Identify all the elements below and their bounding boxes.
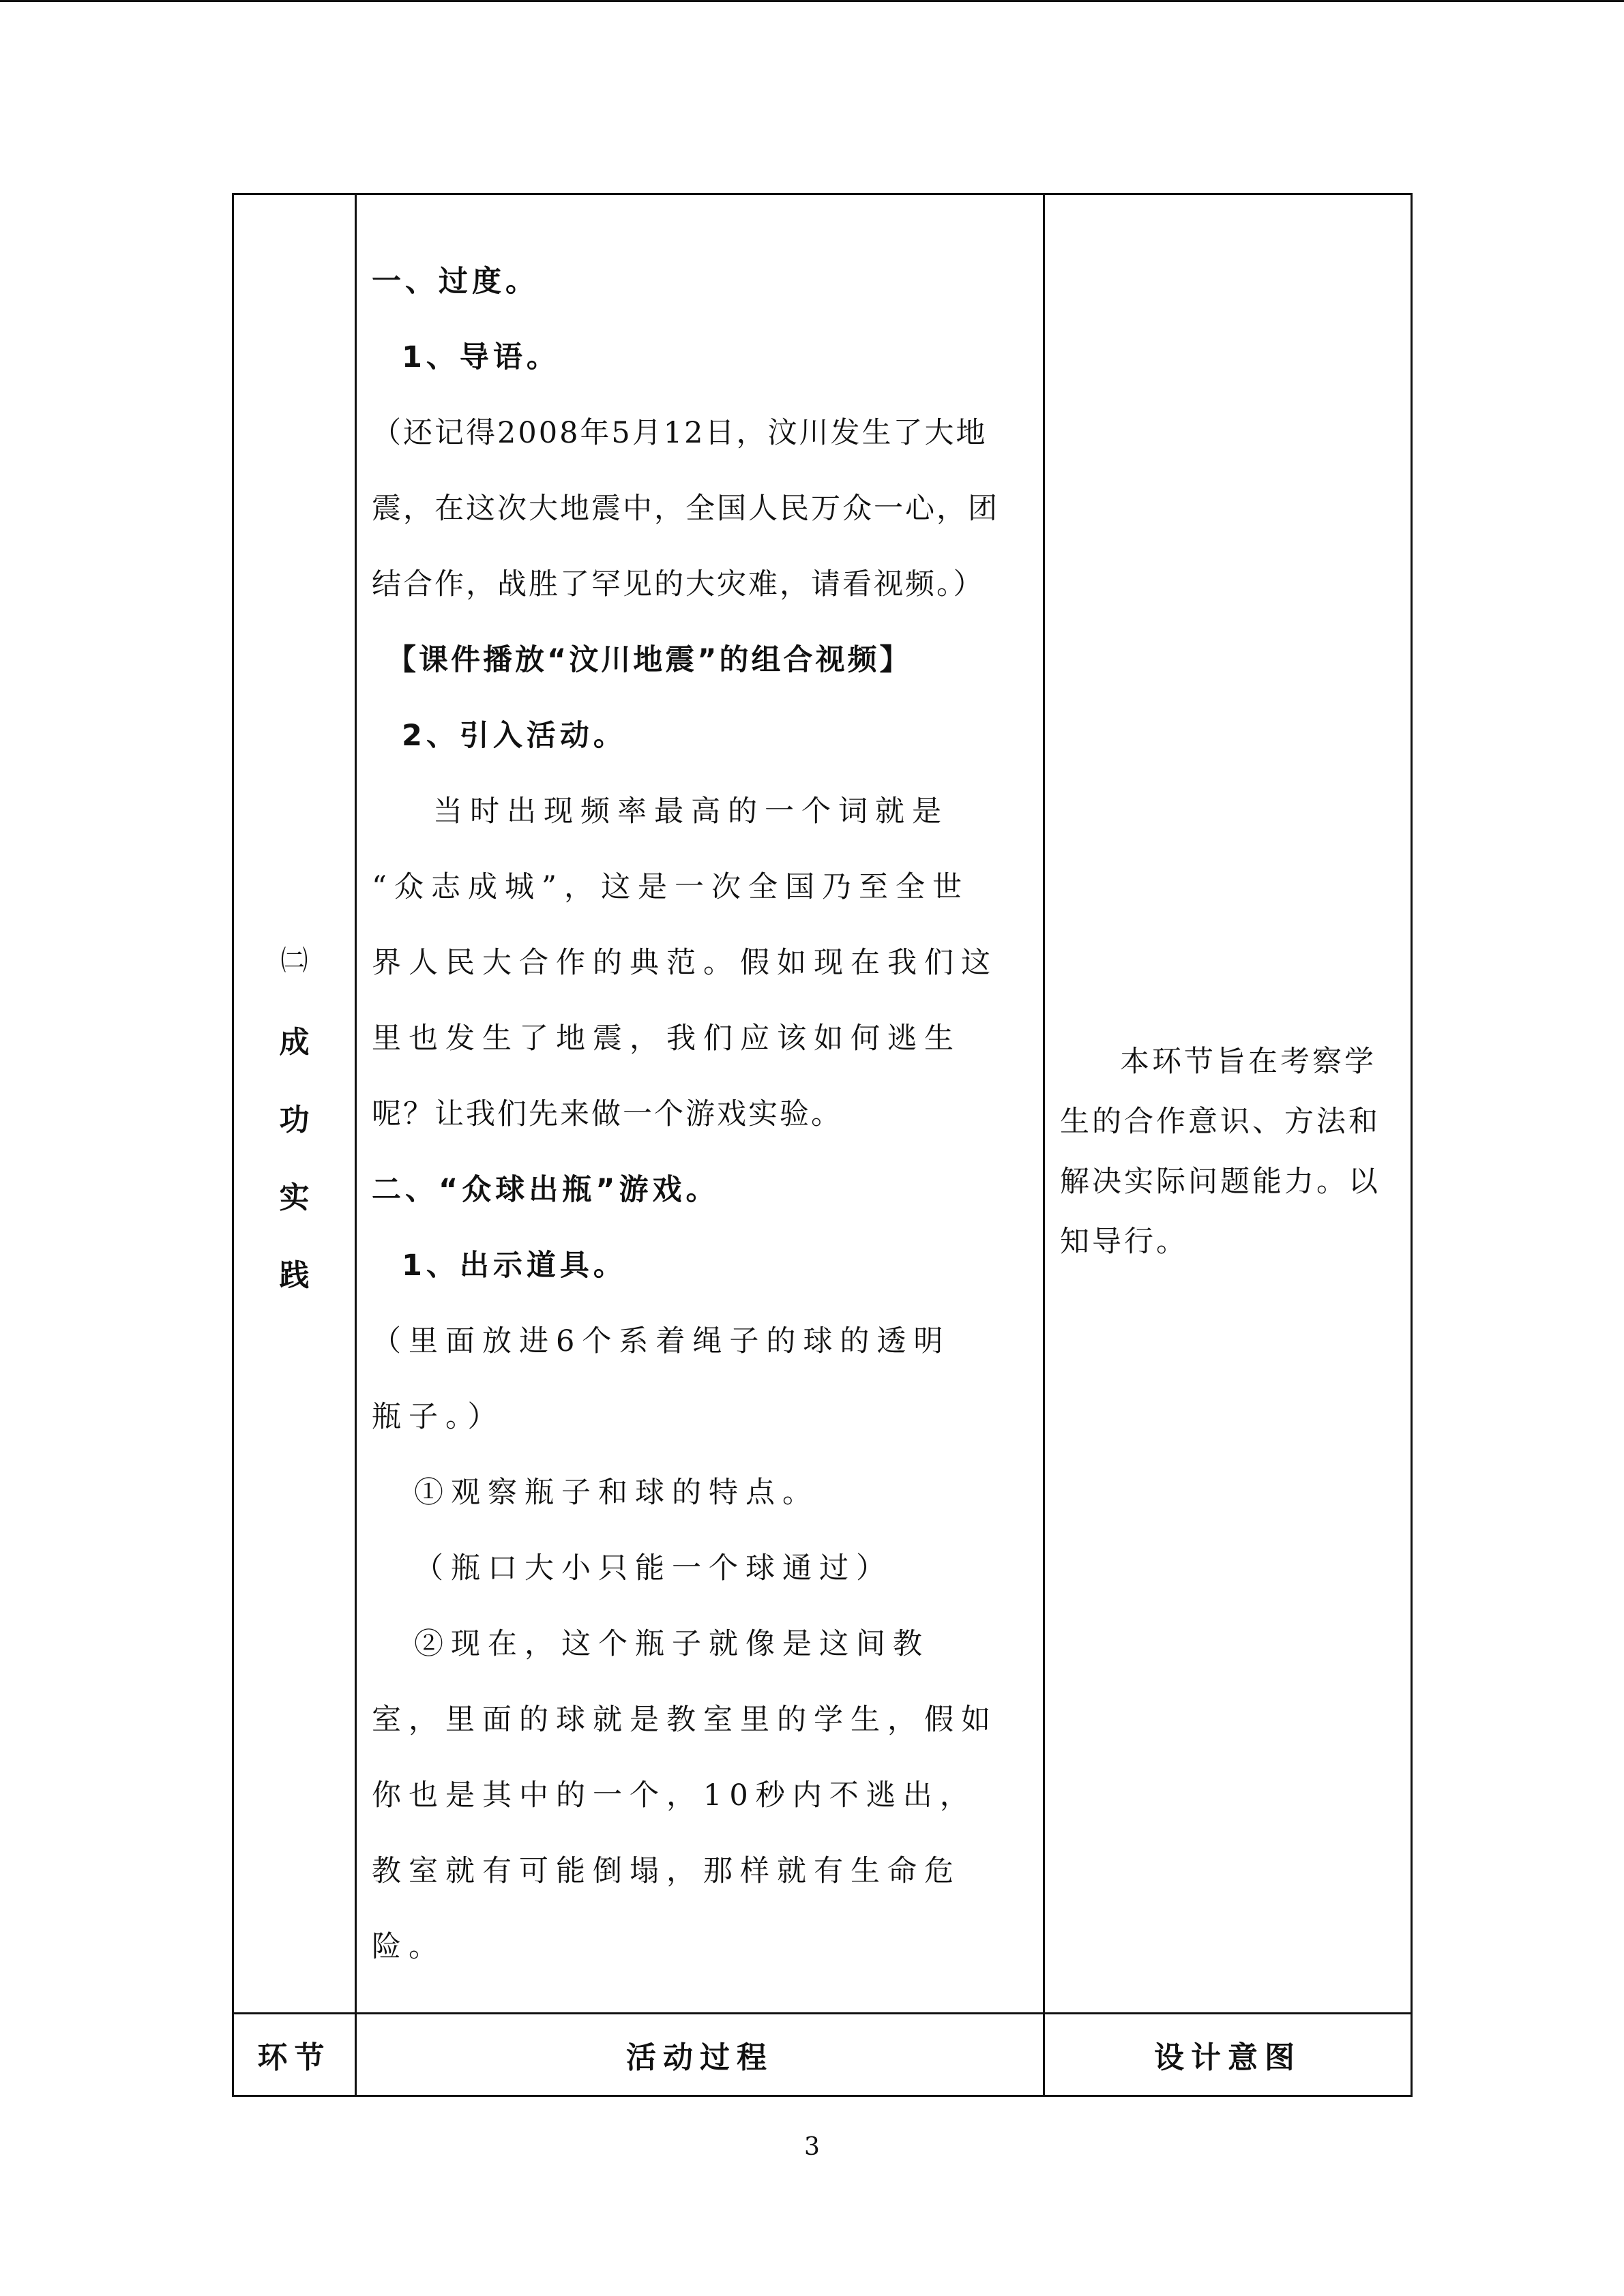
header-row bbox=[233, 2014, 1412, 2096]
process-line: 震，在这次大地震中，全国人民万众一心，团 bbox=[372, 492, 999, 526]
page-number: 3 bbox=[804, 2133, 820, 2161]
process-line: 结合作，战胜了罕见的大灾难，请看视频。） bbox=[372, 567, 985, 601]
process-line: 瓶子。） bbox=[372, 1400, 505, 1434]
stage-char: 功 bbox=[279, 1103, 310, 1137]
process-line: 里也发生了地震，我们应该如何逃生 bbox=[372, 1022, 961, 1056]
process-line: 室，里面的球就是教室里的学生，假如 bbox=[372, 1703, 998, 1737]
process-line: 你也是其中的一个，10秒内不逃出， bbox=[372, 1778, 977, 1813]
courseware-note: 【课件播放“汶川地震”的组合视频】 bbox=[387, 643, 912, 677]
process-line: （里面放进6个系着绳子的球的透明 bbox=[372, 1324, 951, 1358]
process-line: 界人民大合作的典范。假如现在我们这 bbox=[372, 946, 998, 980]
process-line: 教室就有可能倒塌，那样就有生命危 bbox=[372, 1854, 961, 1888]
header-stage: 环节 bbox=[233, 2014, 356, 2096]
page-top-border bbox=[0, 0, 1624, 2]
process-line: ②现在，这个瓶子就像是这间教 bbox=[414, 1627, 930, 1661]
process-text bbox=[357, 195, 1043, 2012]
intent-cell bbox=[1044, 194, 1412, 2014]
section-heading: 一、过度。 bbox=[372, 265, 539, 299]
process-line: 当时出现频率最高的一个词就是 bbox=[433, 794, 949, 829]
header-intent: 设计意图 bbox=[1044, 2014, 1412, 2096]
table-row bbox=[233, 194, 1412, 2014]
process-line: 险。 bbox=[372, 1930, 445, 1964]
lesson-plan-table bbox=[232, 193, 1413, 2097]
section-heading: 二、“众球出瓶”游戏。 bbox=[372, 1173, 720, 1207]
stage-number: ㈡ bbox=[280, 945, 308, 976]
process-cell bbox=[356, 194, 1044, 2014]
stage-cell bbox=[233, 194, 356, 2014]
header-process: 活动过程 bbox=[356, 2014, 1044, 2096]
subsection-heading: 1、出示道具。 bbox=[402, 1249, 627, 1283]
process-line: “众志成城”，这是一次全国乃至全世 bbox=[372, 870, 969, 904]
process-line: （还记得2008年5月12日，汶川发生了大地 bbox=[372, 416, 988, 450]
stage-char: 成 bbox=[279, 1025, 310, 1060]
subsection-heading: 2、引入活动。 bbox=[402, 719, 627, 753]
design-intent-text: 本环节旨在考察学生的合作意识、方法和解决实际问题能力。以知导行。 bbox=[1060, 1044, 1381, 1259]
subsection-heading: 1、导语。 bbox=[402, 340, 560, 374]
stage-label bbox=[234, 939, 355, 1294]
stage-char: 践 bbox=[279, 1258, 310, 1293]
stage-char: 实 bbox=[279, 1180, 310, 1215]
process-line: （瓶口大小只能一个球通过） bbox=[414, 1551, 893, 1585]
process-line: 呢？让我们先来做一个游戏实验。 bbox=[372, 1097, 842, 1131]
process-line: ①观察瓶子和球的特点。 bbox=[414, 1476, 819, 1510]
